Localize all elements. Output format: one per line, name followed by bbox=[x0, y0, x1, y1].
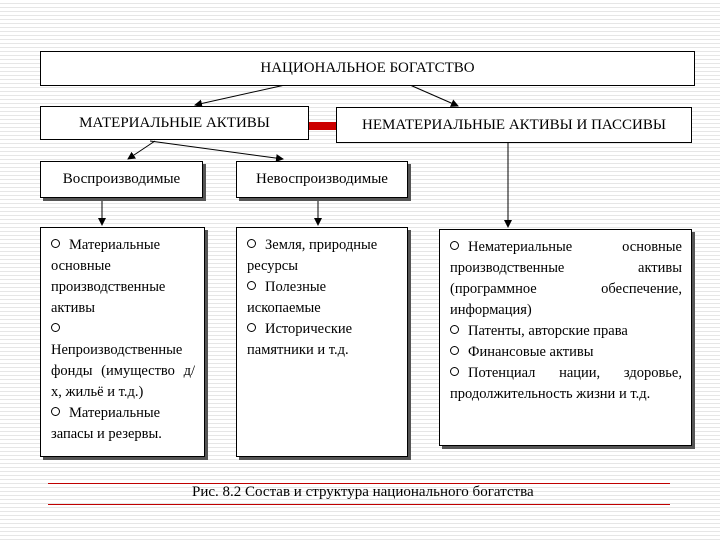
arrow-material-to-reproducible bbox=[128, 141, 155, 159]
nonreproducible-label: Невоспроизводимые bbox=[256, 171, 388, 187]
list-item: Нематериальные основные производственные активы (программное обеспечение, информация) bbox=[450, 239, 682, 318]
circle-bullet-icon bbox=[51, 239, 60, 248]
reproducible-label: Воспроизводимые bbox=[62, 171, 181, 187]
list-item: Финансовые активы bbox=[450, 342, 682, 363]
nonreproducible-box bbox=[236, 161, 408, 198]
caption-rule-bottom bbox=[48, 504, 670, 505]
circle-bullet-icon bbox=[450, 367, 459, 376]
arrow-root-to-nonmaterial bbox=[410, 85, 458, 106]
material-nonmaterial-link bbox=[309, 122, 336, 130]
list-item: Материальные запасы и резервы. bbox=[51, 405, 162, 442]
list-item: Полезные ископаемые bbox=[247, 279, 327, 316]
circle-bullet-icon bbox=[450, 241, 459, 250]
material-assets-label: МАТЕРИАЛЬНЫЕ АКТИВЫ bbox=[79, 114, 270, 131]
nonmaterial-list-box bbox=[439, 229, 692, 446]
circle-bullet-icon bbox=[450, 325, 459, 334]
material-assets-box bbox=[40, 106, 309, 140]
circle-bullet-icon bbox=[51, 323, 60, 332]
arrow-material-to-nonreproducible bbox=[150, 141, 283, 159]
national-wealth-box bbox=[40, 51, 695, 86]
nonmaterial-assets-box bbox=[336, 107, 692, 143]
circle-bullet-icon bbox=[247, 239, 256, 248]
circle-bullet-icon bbox=[247, 281, 256, 290]
reproducible-list-box bbox=[40, 227, 205, 457]
list-item: Земля, природные ресурсы bbox=[247, 237, 378, 274]
nonmaterial-assets-label: НЕМАТЕРИАЛЬНЫЕ АКТИВЫ И ПАССИВЫ bbox=[362, 116, 666, 133]
circle-bullet-icon bbox=[247, 323, 256, 332]
list-item: Потенциал нации, здоровье, продолжительность жизни и т.д. bbox=[450, 365, 682, 402]
national-wealth-label: НАЦИОНАЛЬНОЕ БОГАТСТВО bbox=[260, 60, 475, 76]
reproducible-box bbox=[40, 161, 203, 198]
circle-bullet-icon bbox=[450, 346, 459, 355]
arrow-root-to-material bbox=[195, 85, 285, 105]
list-item: Исторические памятники и т.д. bbox=[247, 321, 353, 358]
circle-bullet-icon bbox=[51, 407, 60, 416]
list-item: Непроизводственные фонды (имущество д/х, жильё и т.д.) bbox=[51, 319, 195, 403]
nonreproducible-list-box bbox=[236, 227, 408, 457]
list-item: Материальные основные производственные активы bbox=[51, 237, 166, 316]
list-item: Патенты, авторские права bbox=[450, 321, 682, 342]
figure-caption: Рис. 8.2 Состав и структура национального богатства bbox=[192, 484, 534, 500]
